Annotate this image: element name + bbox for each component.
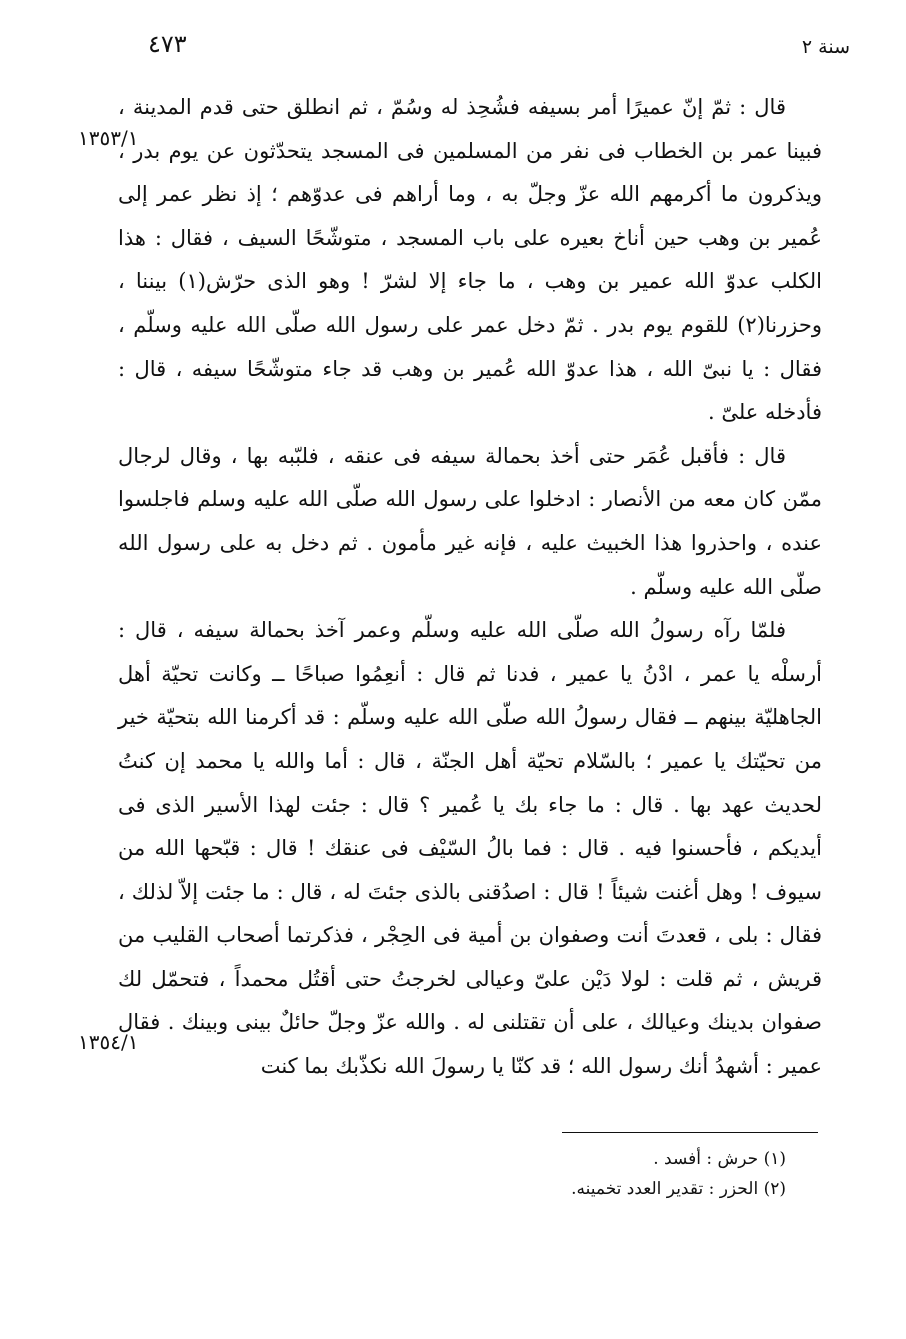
- paragraph: قال : فأقبل عُمَر حتى أخذ بحمالة سيفه فى عنقه ، فلبّبه بها ، وقال لرجال ممّن كان معه من الأنصار : ادخلوا على رسول الله صلّى الله عليه وسلم فاجلسوا عنده ، واحذروا هذا الخبيث عليه ، فإنه غير مأمون . ثم دخل به على رسول الله صلّى الله عليه وسلّم .: [118, 443, 822, 599]
- margin-reference: ١٣٥٤/١: [78, 1030, 139, 1054]
- main-text: [118, 86, 822, 1089]
- footnote: (١) حرش : أفسد .: [653, 1149, 786, 1169]
- footnotes: [300, 1144, 786, 1204]
- paragraph: قال : ثمّ إنّ عميرًا أمر بسيفه فشُحِذ له وسُمّ ، ثم انطلق حتى قدم المدينة ، فبينا عمر بن الخطاب فى نفر من المسلمين فى المسجد يتحدّثون عن يوم بدر ، ويذكرون ما أكرمهم الله عزّ وجلّ به ، وما أراهم فى عدوّهم ؛ إذ نظر عمر إلى عُمير بن وهب حين أناخ بعيره على باب المسجد ، متوشّحًا السيف ، فقال : هذا الكلب عدوّ الله عمير بن وهب ، ما جاء إلا لشرّ ! وهو الذى حرّش(١) بيننا ، وحزرنا(٢) للقوم يوم بدر . ثمّ دخل عمر على رسول الله صلّى الله عليه وسلّم ، فقال : يا نبىّ الله ، هذا عدوّ الله عُمير بن وهب قد جاء متوشّحًا سيفه ، قال : فأدخله علىّ .: [118, 95, 823, 425]
- paragraph: فلمّا رآه رسولُ الله صلّى الله عليه وسلّم وعمر آخذ بحمالة سيفه ، قال : أرسلْه يا عمر ، ادْنُ يا عمير ، فدنا ثم قال : أنعِمُوا صباحًا ــ وكانت تحيّة أهل الجاهليّة بينهم ــ فقال رسولُ الله صلّى الله عليه وسلّم : قد أكرمنا الله بتحيّة خير من تحيّتك يا عمير ؛ بالسّلام تحيّة أهل الجنّة ، قال : أما والله يا محمد إن كنتُ لحديث عهد بها . قال : ما جاء بك يا عُمير ؟ قال : جئت لهذا الأسير الذى فى أيديكم ، فأحسنوا فيه . قال : فما بالُ السّيْف فى عنقك ! قال : قبّحها الله من سيوف ! وهل أغنت شيئاً ! قال : اصدُقنى بالذى جئتَ له ، قال : ما جئت إلاّ لذلك ، فقال : بلى ، قعدتَ أنت وصفوان بن أمية فى الحِجْر ، فذكرتما أصحاب القليب من قريش ، ثم قلت : لولا دَيْن علىّ وعيالى لخرجتُ حتى أقتُل محمداً ، فتحمّل لك صفوان بدينك وعيالك ، على أن تقتلنى له . والله عزّ وجلّ حائلٌ بينى وبينك . فقال عمير : أشهدُ أنك رسول الله ؛ قد كنّا يا رسولَ الله نكذّبك بما كنت: [118, 618, 822, 1079]
- page-number: ٤٧٣: [148, 30, 187, 58]
- margin-reference: ١٣٥٣/١: [78, 126, 139, 150]
- footnote: (٢) الحزر : تقدير العدد تخمينه.: [571, 1179, 786, 1199]
- running-header-year: سنة ٢: [801, 36, 850, 58]
- footnote-divider: [562, 1132, 818, 1133]
